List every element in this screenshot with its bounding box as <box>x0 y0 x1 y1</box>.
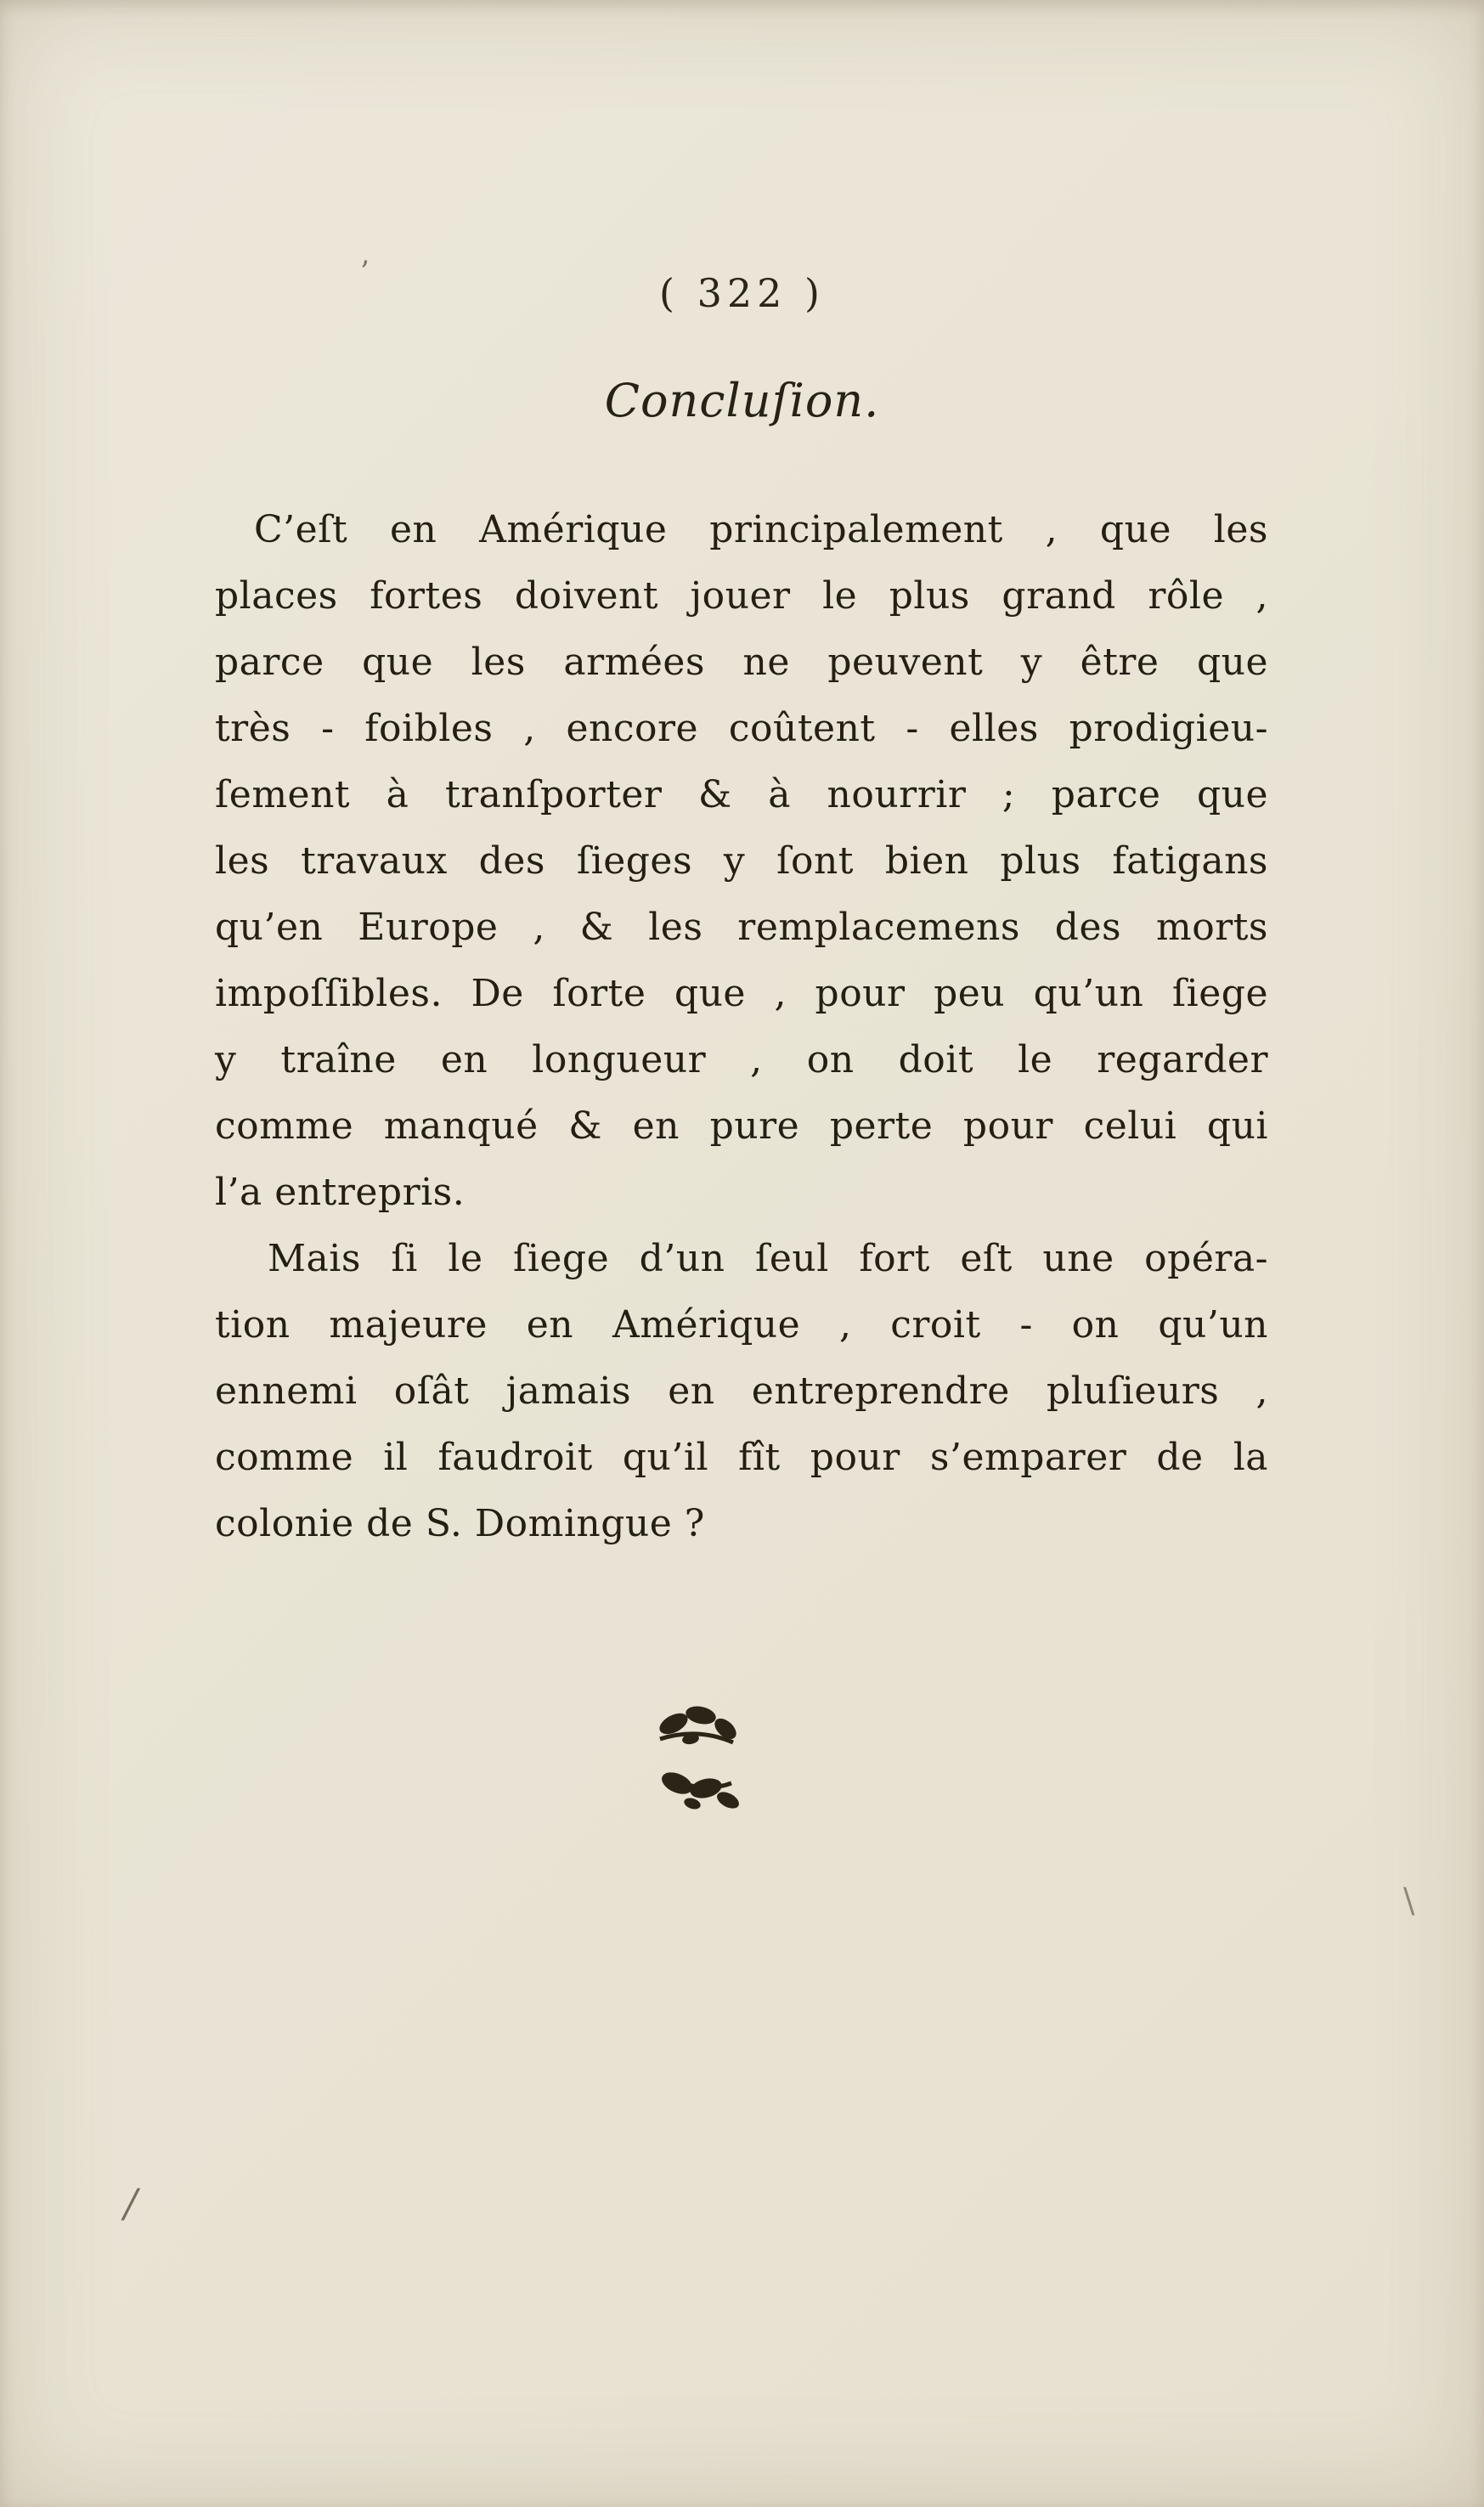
text-line: qu’en Europe , & les remplacemens des morts <box>215 906 1268 949</box>
text-line: comme manqué & en pure perte pour celui qui <box>215 1104 1268 1148</box>
fleuron-ornament <box>638 1695 757 1831</box>
stray-mark: \ <box>1403 1882 1415 1921</box>
text-line: y traîne en longueur , on doit le regarder <box>215 1038 1268 1081</box>
text-line: l’a entrepris. <box>215 1171 466 1214</box>
fleuron-ornament-svg <box>638 1695 757 1831</box>
body-text <box>215 497 1268 1557</box>
text-line: tion majeure en Amérique , croit - on qu’un <box>215 1303 1268 1347</box>
text-line: impoſſibles. De ſorte que , pour peu qu’un ſiege <box>215 972 1268 1015</box>
chapter-heading: Concluſion. <box>604 374 880 427</box>
text-line: C’eſt en Amérique principalement , que les <box>254 508 1268 551</box>
text-line: ſement à tranſporter & à nourrir ; parce que <box>215 773 1268 816</box>
text-line: les travaux des ſieges y ſont bien plus fatigans <box>215 839 1268 883</box>
page-number: ( 322 ) <box>659 270 825 316</box>
text-line: comme il faudroit qu’il fît pour s’emparer de la <box>215 1436 1268 1479</box>
text-line: Mais ſi le ſiege d’un ſeul fort eſt une opéra- <box>268 1237 1268 1280</box>
text-line: places fortes doivent jouer le plus grand rôle , <box>215 574 1268 618</box>
text-line: très - foibles , encore coûtent - elles prodigieu- <box>215 707 1268 750</box>
stray-mark: / <box>124 2180 138 2226</box>
text-line: parce que les armées ne peuvent y être que <box>215 641 1268 684</box>
stray-mark: ’ <box>360 255 370 289</box>
text-line: colonie de S. Domingue ? <box>215 1502 705 1545</box>
text-line: ennemi oſât jamais en entreprendre pluſieurs , <box>215 1369 1268 1413</box>
